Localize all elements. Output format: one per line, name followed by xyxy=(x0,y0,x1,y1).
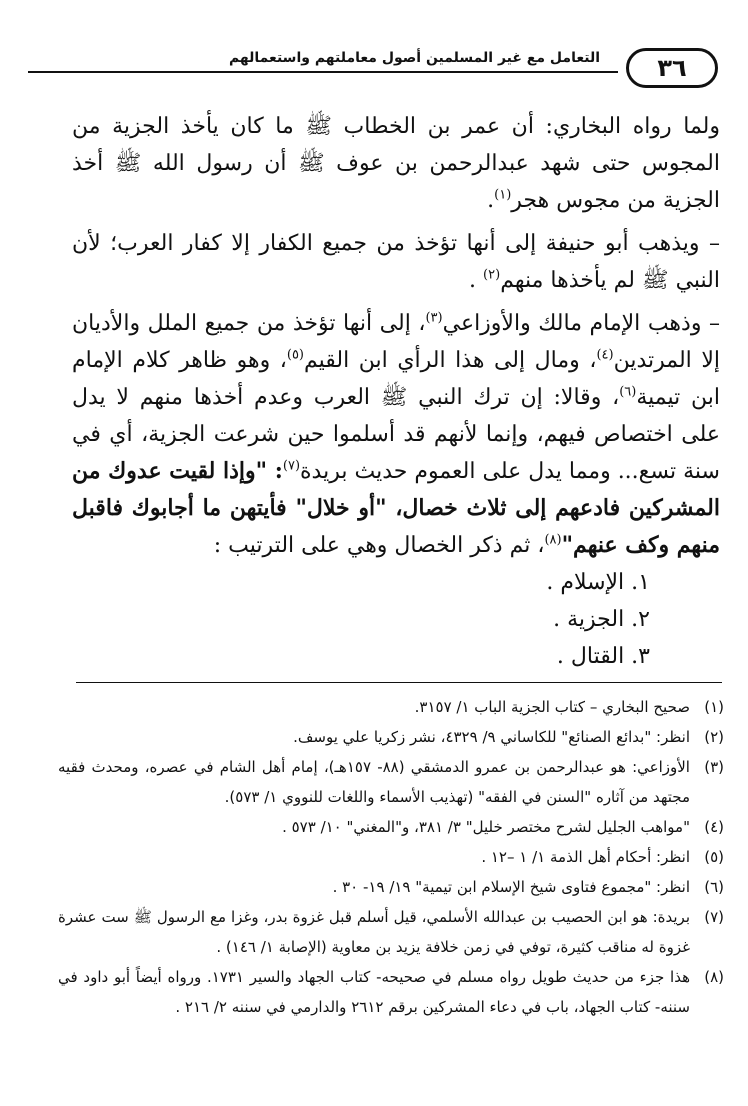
paragraph-1: ولما رواه البخاري: أن عمر بن الخطاب ﷺ ما كان يأخذ الجزية من المجوس حتى شهد عبدالرحمن بن عوف ﷺ أن رسول الله ﷺ أخذ الجزية من مجوس هجر$^{(١)}$. xyxy=(72,114,720,213)
footnote-8 xyxy=(58,962,724,1022)
footnote-text: الأوزاعي: هو عبدالرحمن بن عمرو الدمشقي (٨٨- ١٥٧هـ)، إمام أهل الشام في عصره، ومحدث فقيه مجتهد من آثاره "السنن في الفقه" (تهذيب الأسماء واللغات للنووي ١/ ٥٧٣). xyxy=(58,758,690,806)
footnote-text: انظر: "مجموع فتاوى شيخ الإسلام ابن تيمية" ١٩/ ١٩- ٣٠ . xyxy=(332,878,690,896)
footnote-ref-4: (٤) xyxy=(596,347,614,363)
footnote-7 xyxy=(58,902,724,962)
footnote-text: "مواهب الجليل لشرح مختصر خليل" ٣/ ٣٨١، و"المغني" ١٠/ ٥٧٣ . xyxy=(282,818,690,836)
footnote-text: هذا جزء من حديث طويل رواه مسلم في صحيحه- كتاب الجهاد والسير ١٧٣١. ورواه أيضاً أبو داود في سننه- كتاب الجهاد، باب في دعاء المشركين برقم ٢٦١٢ والدارمي في سننه ٢/ ٢١٦ . xyxy=(58,968,690,1016)
footnote-number: (٥) xyxy=(704,848,724,866)
footnote-1 xyxy=(58,692,724,722)
page-number: ٣٦ xyxy=(626,48,718,88)
footnote-ref-2: (٢) xyxy=(483,267,501,283)
footnote-5 xyxy=(58,842,724,872)
paragraph-3-text-c: ، ومال إلى هذا الرأي ابن القيم xyxy=(304,348,597,373)
footnote-ref-6: (٦) xyxy=(619,384,637,400)
footnote-4 xyxy=(58,812,724,842)
footnote-number: (٣) xyxy=(704,758,724,776)
list-of-traits xyxy=(72,564,720,675)
paragraph-3-text-a: – وذهب الإمام مالك والأوزاعي xyxy=(442,311,720,336)
page-header xyxy=(28,44,718,96)
header-rule xyxy=(28,71,618,73)
running-title: التعامل مع غير المسلمين أصول معاملتهم واستعمالهم xyxy=(228,50,600,66)
paragraph-3-text-b: ، إلى أنها تؤخذ من جميع الملل والأديان إلا المرتدين xyxy=(72,311,721,373)
list-item: ٢. الجزية . xyxy=(553,607,650,632)
paragraph-3-text-d: ، وهو ظاهر كلام الإمام ابن تيمية xyxy=(72,348,721,410)
footnote-ref-5: (٥) xyxy=(286,347,304,363)
footnote-text: صحيح البخاري – كتاب الجزية الباب ١/ ٣١٥٧. xyxy=(414,698,690,716)
footnote-text: انظر: "بدائع الصنائع" للكاساني ٩/ ٤٣٢٩، نشر زكريا علي يوسف. xyxy=(293,728,690,746)
footnotes xyxy=(58,692,724,1022)
footnote-separator xyxy=(76,682,722,683)
footnote-ref-8: (٨) xyxy=(544,532,562,548)
footnote-ref-1: (١) xyxy=(494,187,512,203)
paragraph-2: – ويذهب أبو حنيفة إلى أنها تؤخذ من جميع الكفار إلا كفار العرب؛ لأن النبي ﷺ لم يأخذها منهم$^{(٢)}$ . xyxy=(72,231,720,293)
list-item: ١. الإسلام . xyxy=(546,570,650,595)
footnote-text: انظر: أحكام أهل الذمة ١/ ١ –١٢ . xyxy=(481,848,690,866)
hadith-quote: : "وإذا لقيت عدوك من المشركين فادعهم إلى ثلاث خصال، "أو خلال" فأيتهن ما أجابوك فاقبل منهم وكف عنهم" xyxy=(71,458,720,558)
paragraph-1-text: ولما رواه البخاري: أن عمر بن الخطاب ﷺ ما كان يأخذ الجزية من المجوس حتى شهد عبدالرحمن بن عوف ﷺ أن رسول الله ﷺ أخذ الجزية من مجوس هجر xyxy=(72,114,720,213)
footnote-number: (٧) xyxy=(704,908,724,926)
list-item: ٣. القتال . xyxy=(556,644,650,669)
footnote-ref-7: (٧) xyxy=(282,458,301,474)
paragraph-3-text-f: ، ثم ذكر الخصال وهي على الترتيب : xyxy=(213,533,545,558)
footnote-2 xyxy=(58,722,724,752)
footnote-ref-3: (٣) xyxy=(425,310,443,326)
footnote-number: (١) xyxy=(704,698,724,716)
footnote-number: (٨) xyxy=(704,968,724,986)
footnote-6 xyxy=(58,872,724,902)
footnote-number: (٤) xyxy=(704,818,724,836)
paragraph-2-text: – ويذهب أبو حنيفة إلى أنها تؤخذ من جميع الكفار إلا كفار العرب؛ لأن النبي ﷺ لم يأخذها منهم xyxy=(72,231,720,293)
paragraph-3-text-e: ، وقالا: إن ترك النبي ﷺ العرب وعدم أخذها منهم لا يدل على اختصاص فيهم، وإنما لأنهم قد أسلموا حين شرعت الجزية، أي في سنة تسع... ومما يدل على العموم حديث بريدة xyxy=(72,385,720,484)
footnote-3 xyxy=(58,752,724,812)
footnote-text: بريدة: هو ابن الحصيب بن عبدالله الأسلمي، قيل أسلم قبل غزوة بدر، وغزا مع الرسول ﷺ ست عشرة غزوة له مناقب كثيرة، توفي في زمن خلافة يزيد بن معاوية (الإصابة ١/ ١٤٦) . xyxy=(58,908,690,956)
footnote-number: (٦) xyxy=(704,878,724,896)
paragraph-3 xyxy=(72,305,720,564)
main-text xyxy=(72,108,720,675)
footnote-number: (٢) xyxy=(704,728,724,746)
